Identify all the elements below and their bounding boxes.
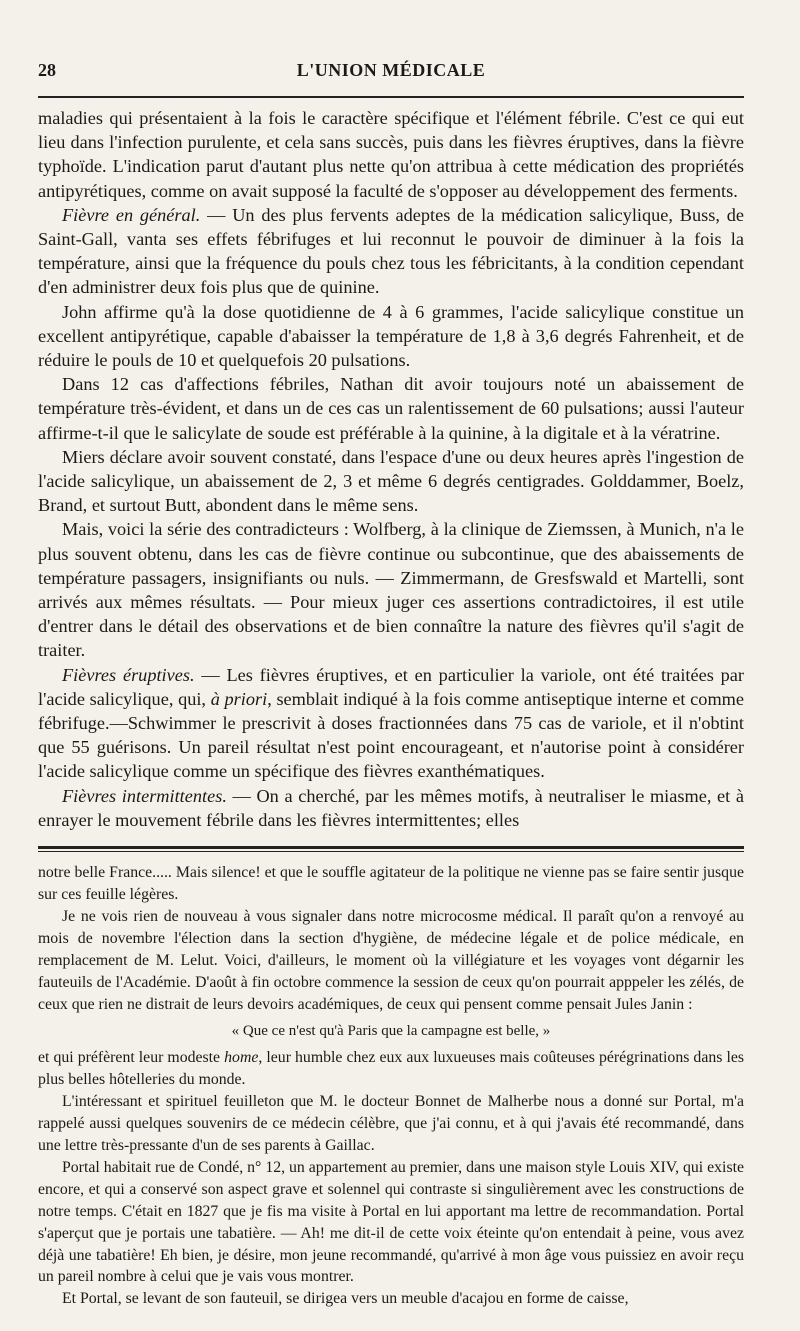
italic-phrase: à priori bbox=[210, 688, 268, 709]
running-title: L'UNION MÉDICALE bbox=[296, 60, 486, 80]
paragraph: John affirme qu'à la dose quotidienne de 4 à 6 grammes, l'acide salicylique constitue un excellent antipyrétique, capable d'abaisser la température de 1,8 à 3,6 degrés Fahrenheit, et de réduire le pouls de 10 et quelquefois 20 pulsations. bbox=[38, 301, 744, 371]
feuilleton-paragraph: L'intéressant et spirituel feuilleton que M. le docteur Bonnet de Malherbe nous a donné sur Portal, m'a rappelé aussi quelques souvenirs de ce médecin célèbre, que j'ai connu, et à qui j'avais été recommandé, dans une lettre très-pressante d'un de ses parents à Gaillac. bbox=[38, 1093, 744, 1154]
feuilleton-divider bbox=[38, 846, 744, 852]
main-text bbox=[38, 106, 744, 832]
paragraph-text: , semblait indiqué à la fois comme antiseptique interne et comme fébrifuge.—Schwimmer le prescrivit à doses fractionnées dans 75 cas de variole, et il n'obtint que 55 guérisons. Un pareil résultat n'est point encourageant, et n'autorise point à considérer l'acide salicylique comme un spécifique des fièvres exanthématiques. bbox=[38, 688, 744, 782]
page-header bbox=[38, 60, 744, 90]
paragraph bbox=[38, 784, 744, 832]
paragraph-text: — Un des plus fervents adeptes de la médication salicylique, Buss, de Saint-Gall, vanta ses effets fébrifuges et lui reconnut le pouvoir de diminuer à la fois la température, ainsi que la fréquence du pouls chez tous les fébricitants, à la condition cependant d'en administrer deux fois plus que de quinine. bbox=[38, 204, 744, 298]
paragraph: Dans 12 cas d'affections fébriles, Nathan dit avoir toujours noté un abaissement de température très-évident, et dans un de ces cas un ralentissement de 60 pulsations; aussi l'auteur affirme-t-il que le salicylate de soude est préférable à la quinine, à la digitale et à la vératrine. bbox=[38, 374, 744, 443]
feuilleton-paragraph: notre belle France..... Mais silence! et que le souffle agitateur de la politique ne vienne pas se faire sentir jusque sur ces feuille légères. bbox=[38, 864, 744, 903]
feuilleton-paragraph: Portal habitait rue de Condé, n° 12, un appartement au premier, dans une maison style Louis XIV, qui existe encore, et qui a conservé son aspect grave et solennel qui contraste si singulièrement avec les constructions de notre temps. C'était en 1827 que je fis ma visite à Portal en lui apportant ma lettre de recommandation. Portal s'aperçut que je portais une tabatière. — Ah! me dit-il de cette voix éteinte qu'on entendait à peine, vous avez déjà une tabatière! Eh bien, je désire, mon jeune recommandé, qu'arrivé à mon âge vous puissiez en avoir reçu un pareil nombre à celui que je vais vous montrer. bbox=[38, 1158, 744, 1286]
quotation: « Que ce n'est qu'à Paris que la campagne est belle, » bbox=[231, 1023, 551, 1040]
paragraph: Miers déclare avoir souvent constaté, dans l'espace d'une ou deux heures après l'ingestion de l'acide salicylique, un abaissement de 2, 3 et même 6 degrés centigrades. Golddammer, Boelz, Brand, et surtout Butt, abondent dans le même sens. bbox=[38, 446, 744, 516]
section-lead: Fièvres intermittentes. bbox=[62, 785, 227, 806]
paragraph-text: — Les fièvres éruptives, et en particulier la variole, ont été traitées par l'acide salicylique, qui, bbox=[38, 664, 744, 709]
section-lead: Fièvres éruptives. bbox=[62, 664, 195, 685]
paragraph-text: , leur humble chez eux aux luxueuses mais coûteuses pérégrinations dans les plus belles hôtelleries du monde. bbox=[38, 1049, 745, 1089]
header-rule bbox=[38, 96, 744, 98]
paragraph: maladies qui présentaient à la fois le caractère spécifique et l'élément fébrile. C'est ce qui eut lieu dans l'infection purulente, et cela sans succès, puis dans les fièvres éruptives, dans la fièvre typhoïde. L'indication parut d'autant plus nette qu'on attribua à cette médication des propriétés antipyrétiques, comme on avait supposé la faculté de s'opposer au développement des ferments. bbox=[38, 108, 744, 201]
feuilleton-paragraph: Je ne vois rien de nouveau à vous signaler dans notre microcosme médical. Il paraît qu'on a renvoyé au mois de novembre l'élection dans la section d'hygiène, de médecine légale et de police médicale, en remplacement de M. Lelut. Voici, d'ailleurs, le moment où la villégiature et les voyages vont dégarnir les fauteuils de l'Académie. D'août à fin octobre commence la session de ceux qu'on pourrait apppeler les zélés, de ceux que rien ne distrait de leurs devoirs académiques, de ceux qui pensent comme pensait Jules Janin : bbox=[38, 907, 744, 1013]
feuilleton bbox=[38, 862, 744, 1310]
feuilleton-paragraph bbox=[38, 1047, 744, 1091]
paragraph-text: et qui préfèrent leur modeste bbox=[38, 1049, 225, 1067]
paragraph bbox=[38, 203, 744, 300]
paragraph-text: — On a cherché, par les mêmes motifs, à neutraliser le miasme, et à enrayer le mouvement fébrile dans les fièvres intermittentes; elles bbox=[38, 785, 744, 830]
paragraph: Mais, voici la série des contradicteurs : Wolfberg, à la clinique de Ziemssen, à Munich, n'a le plus souvent obtenu, dans les cas de fièvre continue ou subcontinue, que des abaissements de température passagers, insignifiants ou nuls. — Zimmermann, de Gresfswald et Martelli, sont arrivés aux mêmes résultats. — Pour mieux juger ces assertions contradictoires, il est utile d'entrer dans le détail des observations et de bien connaître la nature des fièvres qu'il s'agit de traiter. bbox=[38, 519, 744, 661]
italic-phrase: home bbox=[224, 1049, 259, 1067]
feuilleton-paragraph: Et Portal, se levant de son fauteuil, se dirigea vers un meuble d'acajou en forme de caisse, bbox=[62, 1290, 629, 1308]
page-number: 28 bbox=[38, 60, 56, 80]
section-lead: Fièvre en général. bbox=[62, 204, 201, 225]
paragraph bbox=[38, 663, 744, 784]
